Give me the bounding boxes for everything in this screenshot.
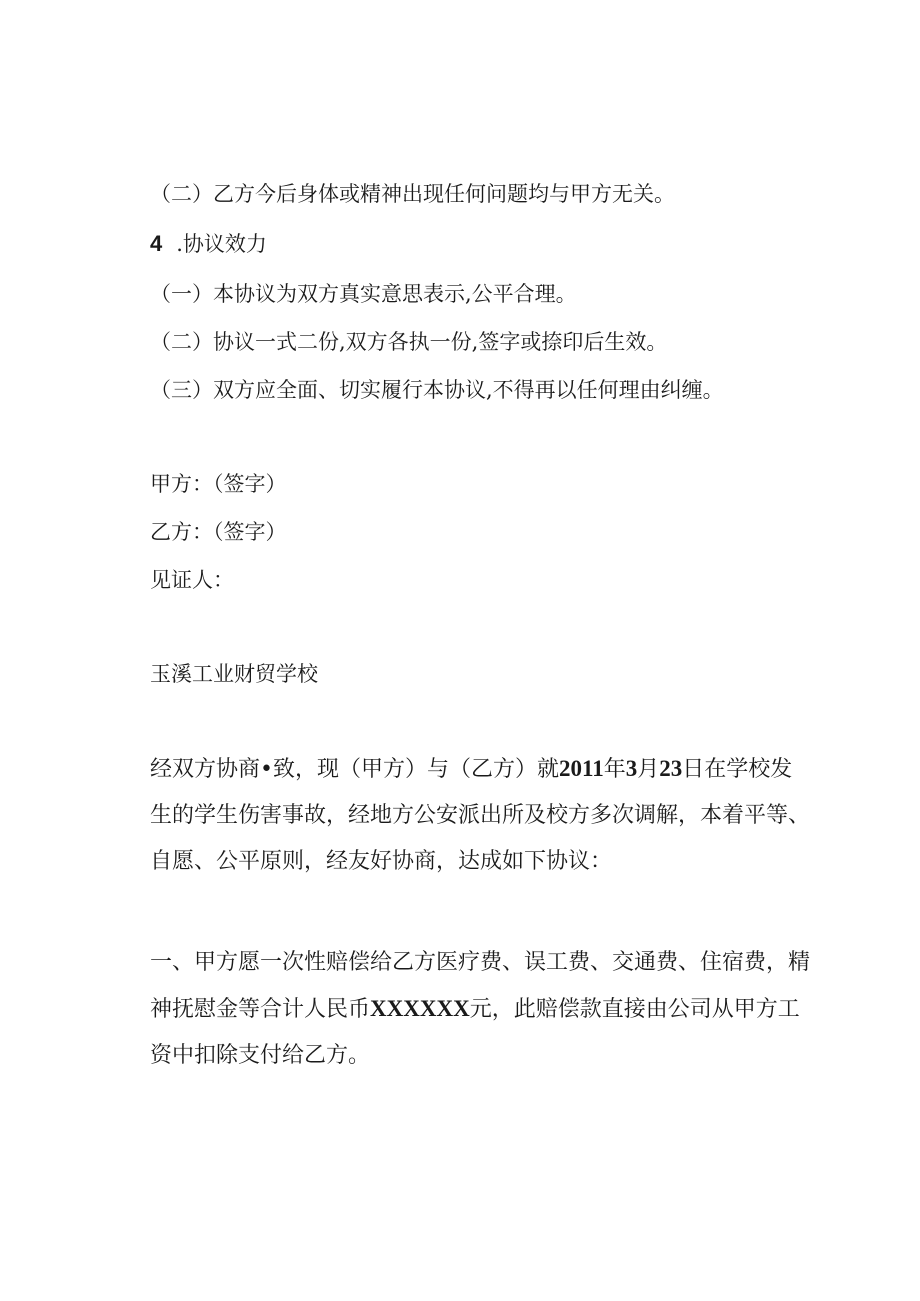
clause-1-text-2: 元，此赔偿款直接由公司从甲方工资中扣除支付给乙方。 bbox=[150, 997, 800, 1068]
section4-number: 4 bbox=[150, 231, 163, 256]
intro-month-unit: 月 bbox=[637, 757, 660, 782]
section4-item-3: （三）双方应全面、切实履行本协议,不得再以任何理由纠缠。 bbox=[150, 378, 724, 402]
witness-signature: 见证人： bbox=[150, 568, 234, 592]
section4-item-1: （一）本协议为双方真实意思表示,公平合理。 bbox=[150, 282, 577, 306]
party-a-signature: 甲方：（签字） bbox=[150, 472, 287, 496]
intro-text-2: 日在学校发生的学生伤害事故，经地方公安派出所及校方多次调解，本着平等、自愿、公平原则，经友好协商，达成如下协议： bbox=[150, 757, 811, 874]
section4-title: .协议效力 bbox=[176, 232, 267, 256]
compensation-amount: XXXXXX bbox=[370, 996, 470, 1021]
section3-item-2: （二）乙方今后身体或精神出现任何问题均与甲方无关。 bbox=[150, 182, 675, 206]
clause-1-paragraph bbox=[150, 940, 814, 1079]
section4-heading bbox=[150, 232, 267, 256]
section4-item-2: （二）协议一式二份,双方各执一份,签字或捺印后生效。 bbox=[150, 330, 668, 354]
incident-month: 3 bbox=[625, 756, 638, 781]
incident-year: 2011 bbox=[558, 756, 604, 781]
incident-day: 23 bbox=[659, 756, 683, 781]
party-b-signature: 乙方：（签字） bbox=[150, 520, 287, 544]
clause-1-text-1: 一、甲方愿一次性赔偿给乙方医疗费、误工费、交通费、住宿费，精神抚慰金等合计人民币 bbox=[150, 950, 811, 1022]
intro-text-1: 经双方协商•致，现（甲方）与（乙方）就 bbox=[150, 757, 559, 782]
intro-year-unit: 年 bbox=[603, 757, 626, 782]
intro-paragraph bbox=[150, 746, 814, 885]
school-name: 玉溪工业财贸学校 bbox=[150, 662, 318, 686]
